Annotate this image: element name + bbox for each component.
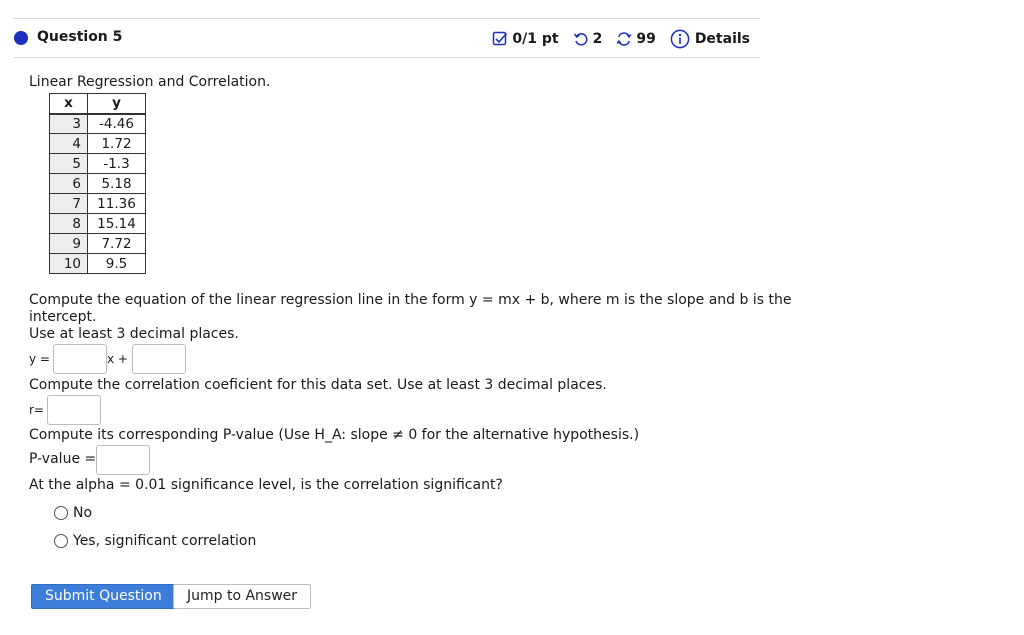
pvalue-prompt: Compute its corresponding P-value (Use H_A: slope ≠ 0 for the alternative hypothesis.) xyxy=(29,427,640,443)
cell-y: 9.5 xyxy=(88,254,146,274)
correlation-prompt: Compute the correlation coeficient for this data set. Use at least 3 decimal places. xyxy=(29,377,607,393)
cell-x: 10 xyxy=(50,254,88,274)
radio-yes[interactable] xyxy=(54,534,68,548)
table-row xyxy=(50,234,146,254)
cell-y: -1.3 xyxy=(88,154,146,174)
cell-y: -4.46 xyxy=(88,114,146,134)
retries-count: 2 xyxy=(592,31,603,47)
jump-to-answer-button[interactable]: Jump to Answer xyxy=(173,584,311,609)
info-icon xyxy=(670,29,690,49)
attempts-count: 99 xyxy=(636,31,656,47)
pvalue-label: P-value = xyxy=(29,451,97,467)
retry-icon xyxy=(573,31,589,47)
details-link[interactable] xyxy=(670,29,750,49)
question-meta xyxy=(492,29,750,49)
option-no-label: No xyxy=(73,505,93,521)
cell-y: 1.72 xyxy=(88,134,146,154)
details-label: Details xyxy=(694,31,750,47)
cell-x: 9 xyxy=(50,234,88,254)
option-yes-label: Yes, significant correlation xyxy=(73,533,257,549)
cell-y: 15.14 xyxy=(88,214,146,234)
score-checkbox-icon xyxy=(492,31,508,47)
regression-prompt-line2: intercept. xyxy=(29,309,97,325)
question-title: Question 5 xyxy=(37,29,123,45)
intercept-input[interactable] xyxy=(132,344,186,374)
cell-y: 11.36 xyxy=(88,194,146,214)
table-header-x: x xyxy=(50,94,88,114)
data-table xyxy=(49,93,146,274)
submit-question-button[interactable]: Submit Question xyxy=(31,584,176,609)
pvalue-input[interactable] xyxy=(96,445,150,475)
slope-input[interactable] xyxy=(53,344,107,374)
cell-y: 7.72 xyxy=(88,234,146,254)
table-header-y: y xyxy=(88,94,146,114)
option-yes[interactable] xyxy=(54,533,256,549)
table-row xyxy=(50,194,146,214)
regression-prompt-line1: Compute the equation of the linear regression line in the form y = mx + b, where m is the slope and b is the xyxy=(29,292,792,308)
table-row xyxy=(50,134,146,154)
attempts-icon xyxy=(616,31,632,47)
table-row xyxy=(50,254,146,274)
cell-x: 5 xyxy=(50,154,88,174)
header-divider xyxy=(14,57,760,58)
x-plus-label: x + xyxy=(107,352,128,366)
table-row xyxy=(50,154,146,174)
score-text: 0/1 pt xyxy=(512,31,559,47)
table-row xyxy=(50,174,146,194)
y-equals-label: y = xyxy=(29,352,50,366)
cell-y: 5.18 xyxy=(88,174,146,194)
regression-prompt-line3: Use at least 3 decimal places. xyxy=(29,326,239,342)
correlation-input[interactable] xyxy=(47,395,101,425)
cell-x: 8 xyxy=(50,214,88,234)
cell-x: 7 xyxy=(50,194,88,214)
table-row xyxy=(50,214,146,234)
intro-text: Linear Regression and Correlation. xyxy=(29,74,271,90)
status-dot-icon xyxy=(14,31,28,45)
significance-prompt: At the alpha = 0.01 significance level, is the correlation significant? xyxy=(29,477,503,493)
cell-x: 3 xyxy=(50,114,88,134)
cell-x: 6 xyxy=(50,174,88,194)
option-no[interactable] xyxy=(54,505,92,521)
question-header xyxy=(14,19,760,57)
radio-no[interactable] xyxy=(54,506,68,520)
table-row xyxy=(50,114,146,134)
cell-x: 4 xyxy=(50,134,88,154)
r-label: r= xyxy=(29,403,44,417)
